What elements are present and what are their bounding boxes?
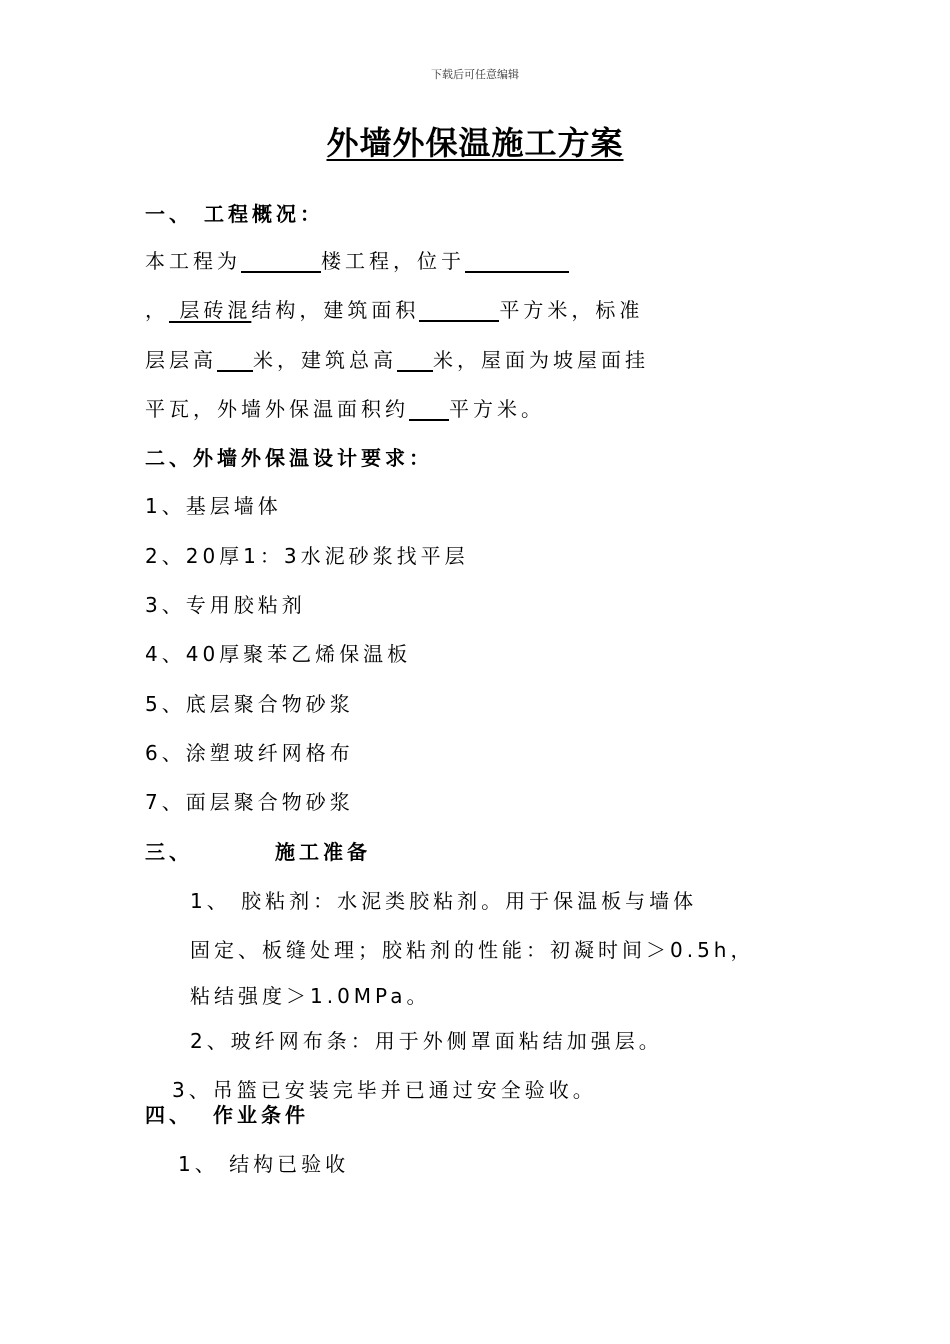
text: 米，屋面为坡屋面挂 [433, 348, 649, 372]
section1-paragraph-line1 [145, 245, 569, 274]
section1-paragraph-line3 [145, 344, 649, 373]
text: 楼工程，位于 [321, 249, 465, 273]
section1-paragraph-line2 [145, 294, 643, 323]
fill-blank [217, 348, 253, 372]
text: 平方米。 [449, 397, 545, 421]
list-item: 5、底层聚合物砂浆 [145, 692, 354, 716]
text: 本工程为 [145, 249, 241, 273]
list-item: 2、20厚1：3水泥砂浆找平层 [145, 544, 469, 568]
section4-heading [145, 1099, 309, 1128]
fill-blank [419, 298, 499, 322]
list-item: 3、专用胶粘剂 [145, 593, 306, 617]
section1-heading: 一、 工程概况： [145, 202, 324, 226]
section1-paragraph-line4 [145, 393, 545, 422]
list-item: 1、基层墙体 [145, 494, 282, 518]
fill-blank [241, 249, 321, 273]
underlined-text: 层砖混 [169, 298, 252, 322]
list-item: 7、面层聚合物砂浆 [145, 790, 354, 814]
text: 平瓦，外墙外保温面积约 [145, 397, 409, 421]
heading-number: 三、 [145, 840, 193, 864]
fill-blank [409, 397, 449, 421]
text: 平方米，标准 [499, 298, 644, 322]
section3-item2: 2、玻纤网布条：用于外侧罩面粘结加强层。 [190, 1029, 663, 1053]
list-item: 4、40厚聚苯乙烯保温板 [145, 642, 412, 666]
text: ， [145, 298, 169, 322]
section3-item1-line1: 1、 胶粘剂：水泥类胶粘剂。用于保温板与墙体 [190, 889, 698, 913]
list-item: 6、涂塑玻纤网格布 [145, 741, 354, 765]
heading-text: 作业条件 [213, 1103, 309, 1127]
fill-blank [397, 348, 433, 372]
section3-item1-line3: 粘结强度＞1.0MPa。 [190, 984, 431, 1008]
text: 层层高 [145, 348, 217, 372]
section3-item1-line2: 固定、板缝处理；胶粘剂的性能：初凝时间＞0.5h， [190, 938, 755, 962]
text: 米，建筑总高 [253, 348, 397, 372]
section3-item3: 3、吊篮已安装完毕并已通过安全验收。 [172, 1078, 597, 1102]
section2-heading: 二、外墙外保温设计要求： [145, 446, 433, 470]
document-title: 外墙外保温施工方案 [326, 124, 624, 162]
section3-heading [145, 836, 371, 865]
header-note: 下载后可任意编辑 [431, 68, 519, 81]
heading-number: 四、 [145, 1103, 193, 1127]
text: 结构，建筑面积 [251, 298, 420, 322]
heading-text: 施工准备 [275, 840, 371, 864]
section4-item1: 1、 结构已验收 [178, 1152, 350, 1176]
fill-blank [465, 249, 569, 273]
